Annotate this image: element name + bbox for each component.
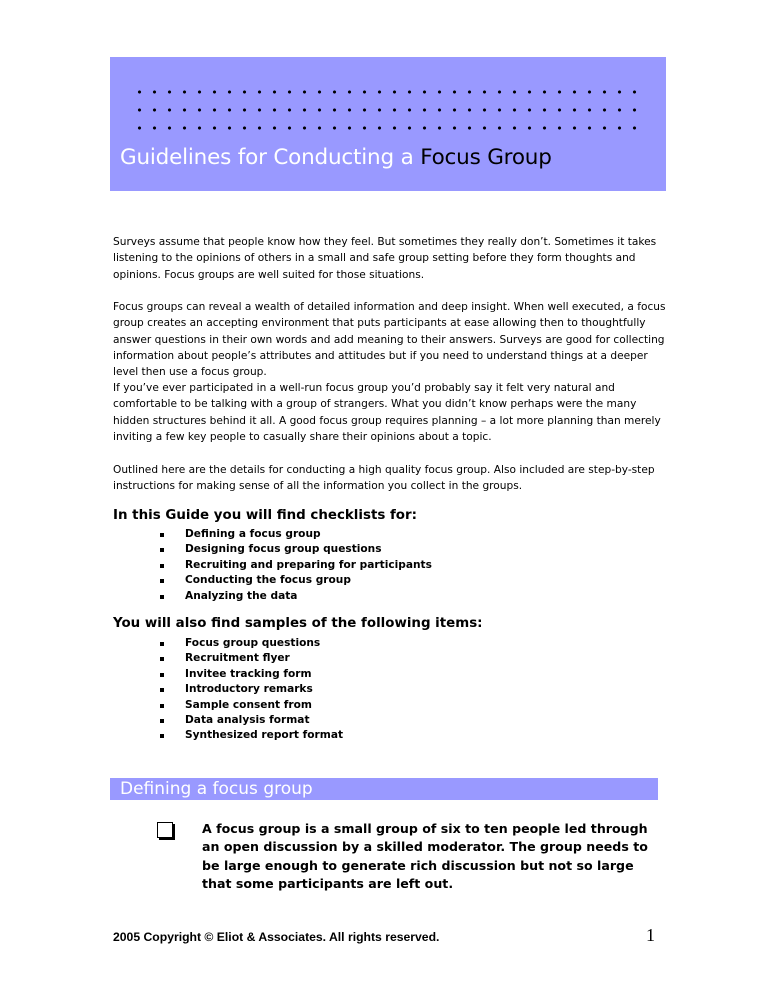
- list-item: Data analysis format: [160, 713, 343, 728]
- list-item: Conducting the focus group: [160, 573, 432, 588]
- list-item: Designing focus group questions: [160, 542, 432, 557]
- dot-pattern-decoration: [132, 83, 642, 141]
- intro-paragraph-1: Surveys assume that people know how they feel. But sometimes they really don’t. Sometimes it takes listening to the opinions of others in a small and safe group setting before they form thoughts and opinions. Focus groups are well suited for those situations.: [113, 236, 657, 281]
- list-item: Sample consent from: [160, 698, 343, 713]
- copyright-footer: 2005 Copyright © Eliot & Associates. All rights reserved.: [113, 930, 440, 944]
- list-item: Focus group questions: [160, 636, 343, 651]
- checklist-item-text: A focus group is a small group of six to ten people led through an open discussion by a skilled moderator. The group needs to be large enough to generate rich discussion but not so large that some participants are left out.: [202, 821, 648, 891]
- checklists-list: [160, 527, 432, 604]
- list-item: Analyzing the data: [160, 589, 432, 604]
- intro-paragraph-3: If you’ve ever participated in a well-run focus group you’d probably say it felt very natural and comfortable to be talking with a group of strangers. What you didn’t know perhaps were the many hidden structures behind it all. A good focus group requires planning – a lot more planning than merely inviting a few key people to casually share their opinions about a topic.: [113, 382, 661, 443]
- title-banner: [110, 57, 666, 191]
- checklists-heading: In this Guide you will find checklists for:: [113, 508, 417, 523]
- intro-paragraph-2: Focus groups can reveal a wealth of detailed information and deep insight. When well executed, a focus group creates an accepting environment that puts participants at ease allowing then to thoughtfully answer questions in their own words and add meaning to their answers. Surveys are good for collecting information about people’s attributes and attitudes but if you need to understand things at a deeper level then use a focus group.: [113, 301, 666, 379]
- title-accent: Focus Group: [420, 145, 552, 170]
- title-main: Guidelines for Conducting a: [120, 145, 421, 170]
- section-title: Defining a focus group: [120, 779, 313, 799]
- list-item: Introductory remarks: [160, 682, 343, 697]
- section-bar-defining: [110, 778, 658, 800]
- intro-paragraph-4: Outlined here are the details for conducting a high quality focus group. Also included are step-by-step instructions for making sense of all the information you collect in the groups.: [113, 464, 655, 493]
- list-item: Synthesized report format: [160, 728, 343, 743]
- checkbox-icon[interactable]: [157, 822, 173, 838]
- page-number: 1: [646, 925, 655, 945]
- samples-heading: You will also find samples of the following items:: [113, 616, 483, 631]
- list-item: Recruiting and preparing for participants: [160, 558, 432, 573]
- list-item: Invitee tracking form: [160, 667, 343, 682]
- samples-list: [160, 636, 343, 744]
- list-item: Recruitment flyer: [160, 651, 343, 666]
- list-item: Defining a focus group: [160, 527, 432, 542]
- document-title: [120, 145, 552, 170]
